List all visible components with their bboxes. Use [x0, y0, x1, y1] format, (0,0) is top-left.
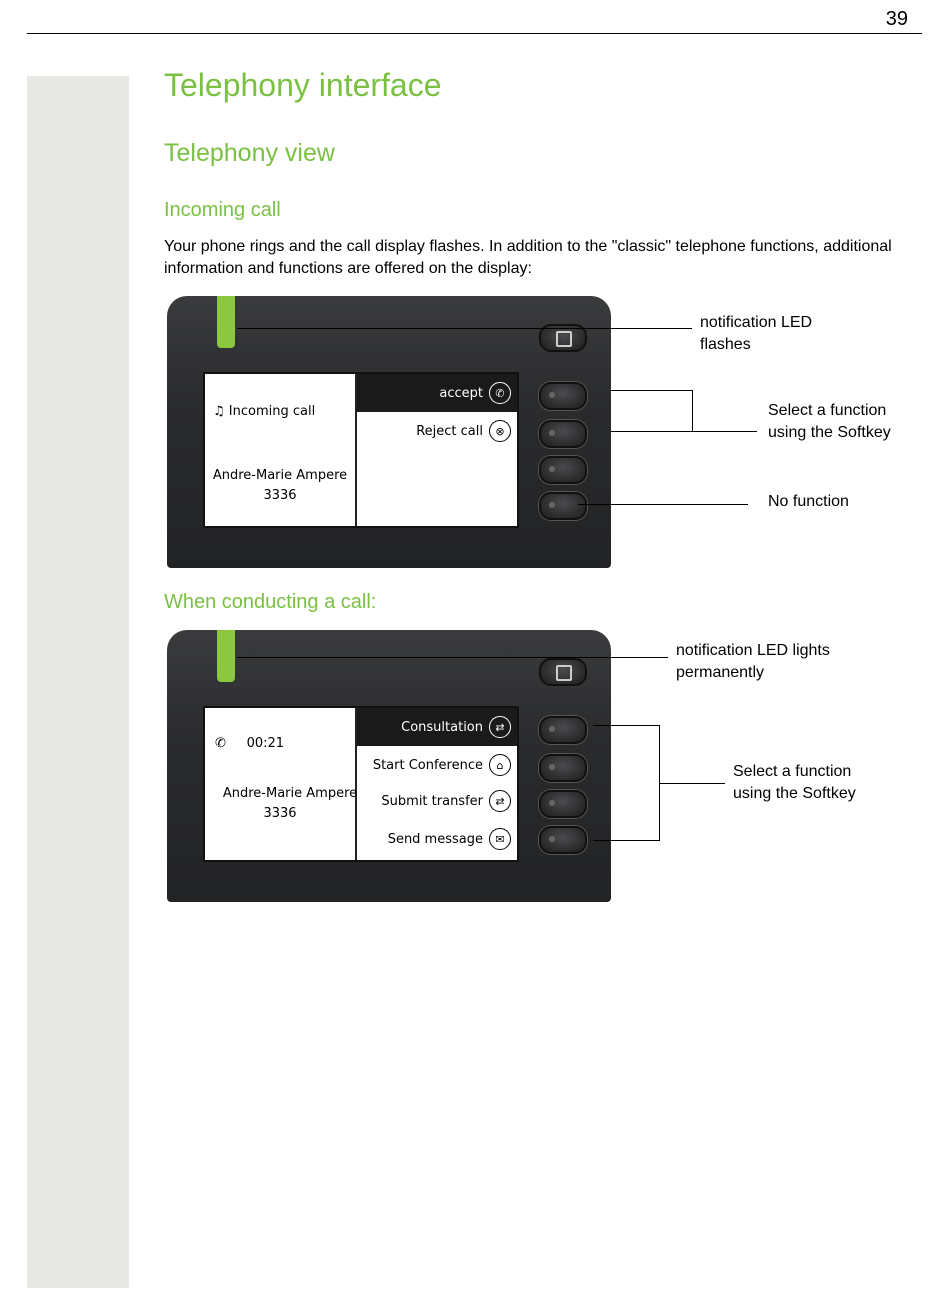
key-indicator	[549, 392, 555, 398]
callout-line-pointer	[659, 783, 725, 784]
softkey-consultation[interactable]	[357, 708, 517, 746]
softkey-submit-transfer[interactable]	[357, 782, 517, 820]
softkey-button-2[interactable]	[539, 420, 587, 448]
reject-call-icon: ⊗	[489, 420, 511, 442]
softkey-label: Consultation	[401, 719, 483, 735]
callout-select-function: Select a function using the Softkey	[768, 402, 891, 441]
call-timer: 00:21	[246, 736, 285, 751]
call-timer-row	[215, 736, 284, 751]
softkey-button-1[interactable]	[539, 716, 587, 744]
softkey-label: Start Conference	[372, 757, 483, 773]
back-arrow-icon	[556, 665, 572, 681]
incoming-status	[213, 404, 315, 419]
phone-display-conducting	[167, 630, 611, 902]
caller-name: Andre-Marie Ampere	[212, 468, 348, 483]
softkey-label: Submit transfer	[381, 793, 483, 809]
key-indicator	[549, 726, 555, 732]
key-indicator	[549, 466, 555, 472]
callout-line-top	[593, 725, 660, 726]
side-margin-bar	[27, 76, 129, 1288]
notification-led	[217, 630, 235, 682]
softkey-start-conference[interactable]	[357, 746, 517, 784]
caller-number: 3336	[263, 488, 297, 503]
callout-led-flashes: notification LED flashes	[700, 314, 813, 353]
subsection-conducting-heading: When conducting a call:	[164, 591, 377, 613]
key-indicator	[549, 764, 555, 770]
callout-line-led	[237, 657, 668, 658]
subsection-incoming-heading: Incoming call	[164, 199, 281, 221]
callout-line-select-2	[611, 431, 757, 432]
message-icon: ✉	[489, 828, 511, 850]
softkey-button-4[interactable]	[539, 492, 587, 520]
softkey-label: accept	[439, 385, 483, 401]
softkey-label: Send message	[387, 831, 483, 847]
bell-icon: ♫	[213, 404, 229, 419]
header-rule	[27, 33, 922, 34]
active-call-icon: ✆	[215, 736, 226, 751]
softkey-accept[interactable]	[357, 374, 517, 412]
caller-number: 3336	[263, 806, 297, 821]
softkey-button-2[interactable]	[539, 754, 587, 782]
softkey-button-3[interactable]	[539, 456, 587, 484]
callout-line-bottom	[593, 840, 660, 841]
consultation-icon: ⇄	[489, 716, 511, 738]
page-number: 39	[885, 8, 908, 30]
callout-bracket	[692, 390, 693, 431]
softkey-send-message[interactable]	[357, 820, 517, 858]
softkey-reject-call[interactable]	[357, 412, 517, 450]
transfer-icon: ⇄	[489, 790, 511, 812]
callout-line-select-1	[611, 390, 693, 391]
display-screen	[203, 706, 519, 862]
caller-name: Andre-Marie Ampere	[222, 786, 358, 801]
key-indicator	[549, 502, 555, 508]
callout-no-function: No function	[768, 493, 849, 510]
softkey-button-3[interactable]	[539, 790, 587, 818]
page-title: Telephony interface	[164, 67, 442, 103]
softkey-button-4[interactable]	[539, 826, 587, 854]
display-screen	[203, 372, 519, 528]
section-heading: Telephony view	[164, 139, 335, 167]
key-indicator	[549, 430, 555, 436]
back-arrow-icon	[556, 331, 572, 347]
intro-paragraph	[164, 236, 924, 280]
back-key[interactable]	[539, 658, 587, 686]
notification-led	[217, 296, 235, 348]
callout-line-led	[237, 328, 692, 329]
key-indicator	[549, 836, 555, 842]
callout-select-function: Select a function using the Softkey	[733, 763, 856, 802]
incoming-status-label: Incoming call	[228, 404, 316, 419]
softkey-button-1[interactable]	[539, 382, 587, 410]
phone-icon: ✆	[489, 382, 511, 404]
callout-led-permanent: notification LED lights permanently	[676, 642, 830, 681]
conference-icon: ⌂	[489, 754, 511, 776]
softkey-label: Reject call	[416, 423, 483, 439]
key-indicator	[549, 800, 555, 806]
intro-paragraph-text: Your phone rings and the call display flashes. In addition to the "classic" telephone functions, additional information and functions are offered on the display:	[164, 238, 892, 277]
callout-line-no-function	[578, 504, 748, 505]
phone-display-incoming	[167, 296, 611, 568]
